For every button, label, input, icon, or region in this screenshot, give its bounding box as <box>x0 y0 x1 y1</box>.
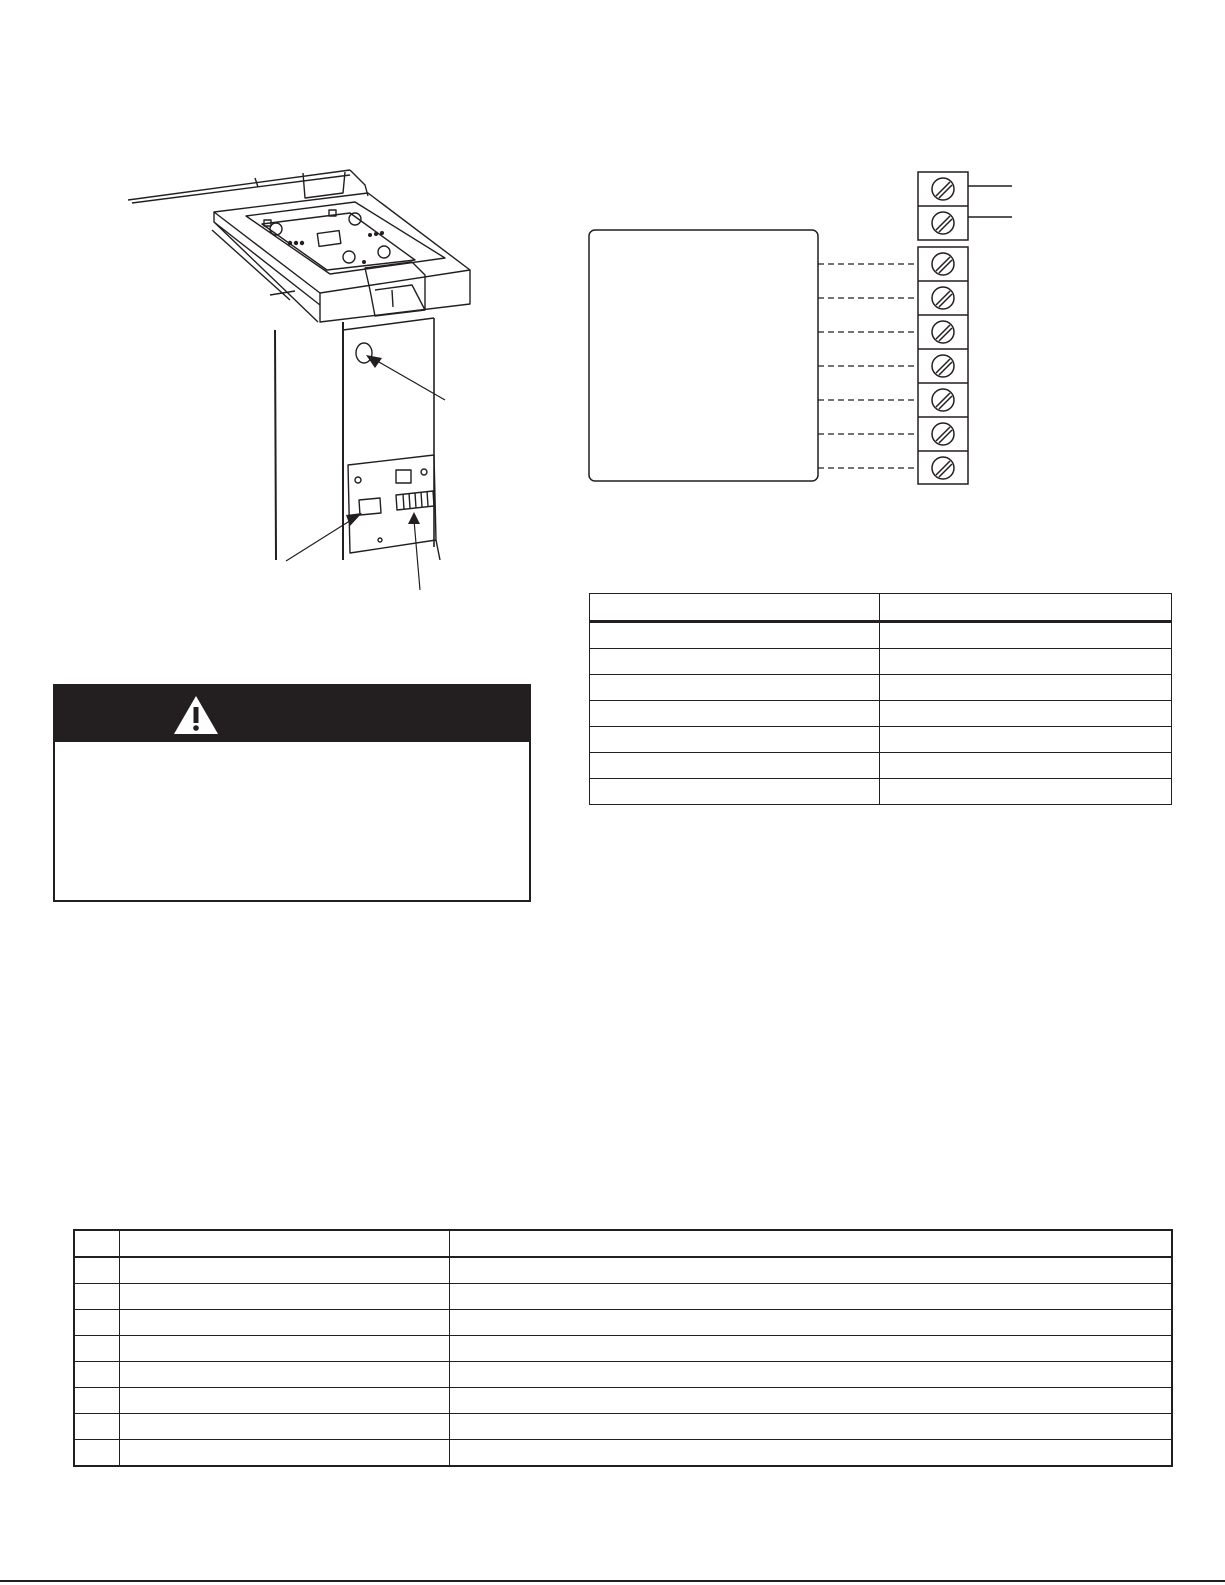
table-cell <box>880 622 1172 649</box>
table-row <box>590 701 1172 727</box>
table-row <box>590 753 1172 779</box>
table-cell <box>880 779 1172 805</box>
table-cell <box>590 701 880 727</box>
table-cell <box>449 1388 1172 1414</box>
table-cell <box>119 1284 449 1310</box>
table-row <box>74 1362 1172 1388</box>
table-cell <box>119 1336 449 1362</box>
terminal-screw-icon <box>932 389 954 411</box>
table-row <box>74 1310 1172 1336</box>
terminal-screw-icon <box>932 457 954 479</box>
table-cell <box>449 1440 1172 1467</box>
terminal-screw-icon <box>932 321 954 343</box>
table-cell <box>74 1284 119 1310</box>
table-cell <box>74 1230 119 1257</box>
table-row <box>590 727 1172 753</box>
table-cell <box>880 649 1172 675</box>
table-cell <box>590 622 880 649</box>
table-cell <box>119 1440 449 1467</box>
table-row <box>590 594 1172 622</box>
table-cell <box>449 1414 1172 1440</box>
table-cell <box>590 594 880 622</box>
table-cell <box>119 1388 449 1414</box>
terminal-screw-icon <box>932 423 954 445</box>
table-cell <box>74 1362 119 1388</box>
table-cell <box>590 727 880 753</box>
table-cell <box>590 753 880 779</box>
table-cell <box>590 649 880 675</box>
table-cell <box>119 1230 449 1257</box>
table-cell <box>119 1414 449 1440</box>
table-cell <box>449 1362 1172 1388</box>
table-row <box>590 779 1172 805</box>
table-cell <box>119 1310 449 1336</box>
table-row <box>74 1284 1172 1310</box>
table-row <box>590 649 1172 675</box>
bottom-rule <box>0 1580 1225 1582</box>
terminal-screw-icon <box>932 253 954 275</box>
table-cell <box>880 675 1172 701</box>
terminal-screw-icon <box>932 212 954 234</box>
table-cell <box>449 1284 1172 1310</box>
table-cell <box>590 779 880 805</box>
table-row <box>74 1230 1172 1257</box>
table-cell <box>880 727 1172 753</box>
table-cell <box>74 1310 119 1336</box>
table-row <box>74 1257 1172 1284</box>
table-cell <box>590 675 880 701</box>
table-cell <box>880 594 1172 622</box>
table-row <box>590 675 1172 701</box>
terminal-screw-icon <box>932 355 954 377</box>
table-cell <box>119 1257 449 1284</box>
terminal-screw-icon <box>932 287 954 309</box>
table-cell <box>74 1388 119 1414</box>
terminal-screw-icon <box>932 178 954 200</box>
table-row <box>74 1414 1172 1440</box>
parts-table <box>73 1229 1173 1467</box>
table-cell <box>449 1336 1172 1362</box>
table-cell <box>74 1336 119 1362</box>
table-cell <box>74 1414 119 1440</box>
warning-header <box>55 686 529 742</box>
table-cell <box>880 753 1172 779</box>
table-row <box>74 1440 1172 1467</box>
table-row <box>74 1336 1172 1362</box>
table-row <box>74 1388 1172 1414</box>
table-row <box>590 622 1172 649</box>
table-cell <box>74 1257 119 1284</box>
terminal-table <box>589 593 1172 805</box>
table-cell <box>449 1310 1172 1336</box>
table-cell <box>449 1257 1172 1284</box>
table-cell <box>880 701 1172 727</box>
warning-box <box>53 684 531 902</box>
table-cell <box>74 1440 119 1467</box>
warning-triangle-icon <box>172 694 220 736</box>
table-cell <box>449 1230 1172 1257</box>
table-cell <box>119 1362 449 1388</box>
control-module-box <box>589 230 818 481</box>
